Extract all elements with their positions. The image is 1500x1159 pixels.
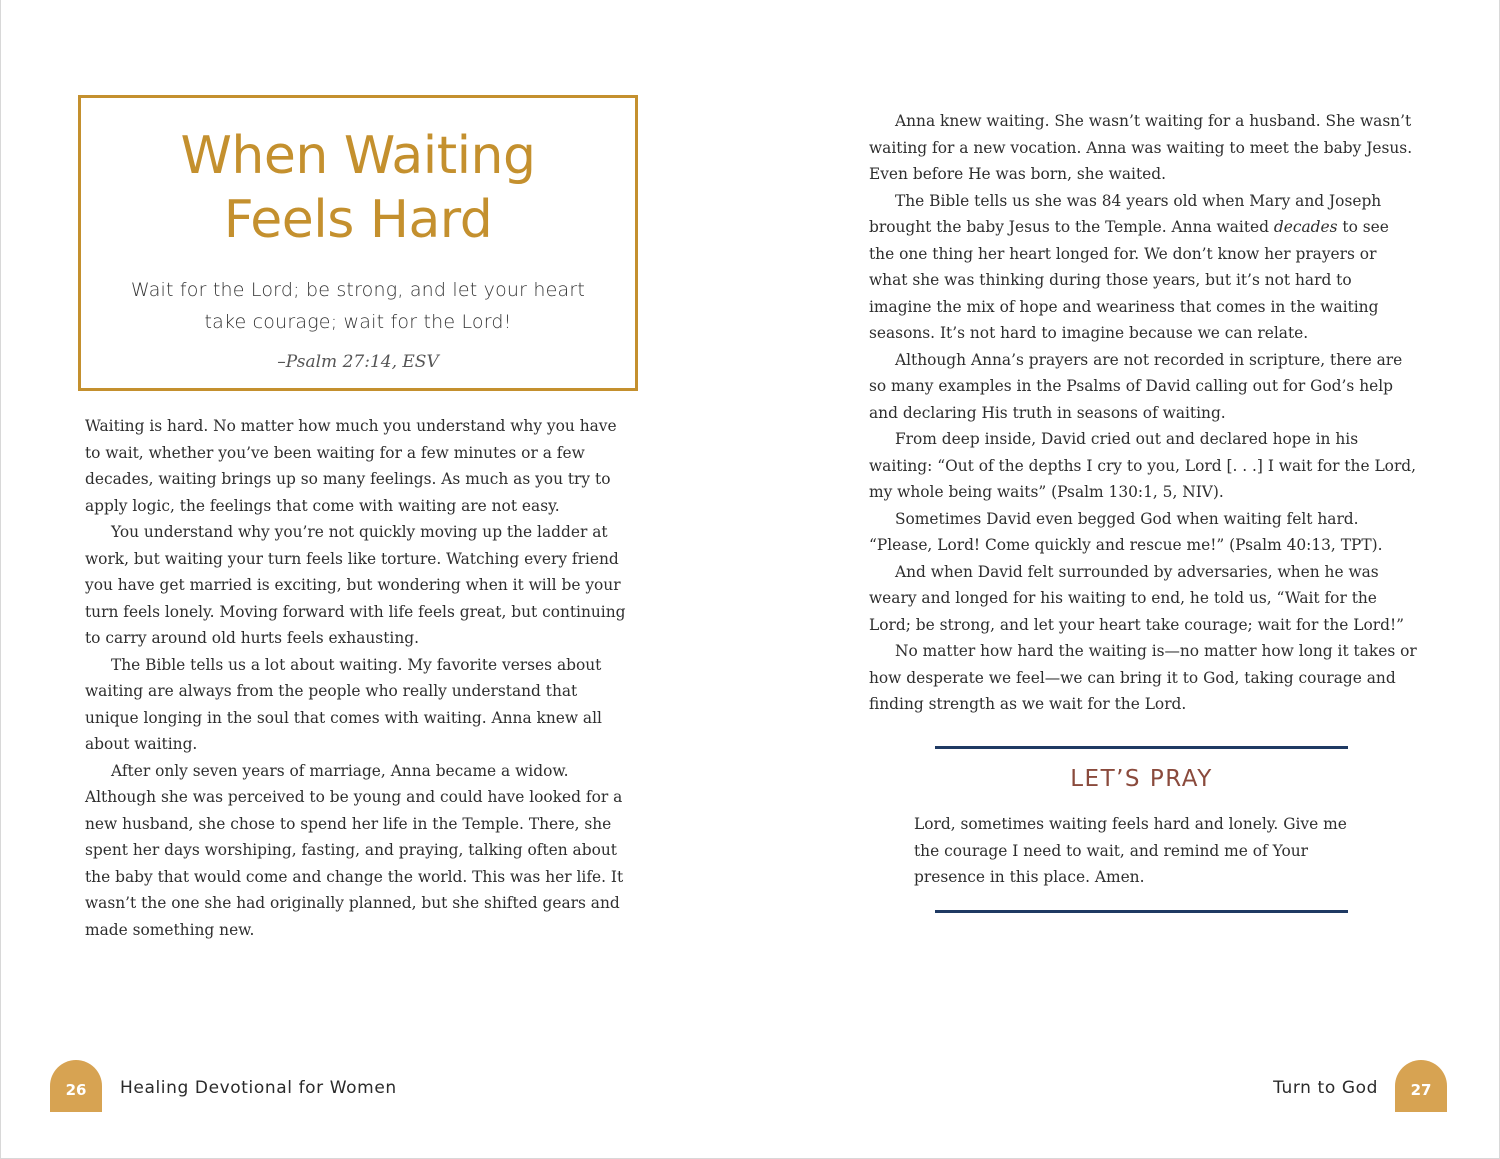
title-line-2: Feels Hard bbox=[223, 190, 493, 250]
left-body bbox=[85, 413, 633, 943]
epigraph-text: Wait for the Lord; be strong, and let your heart take courage; wait for the Lord! bbox=[130, 279, 586, 333]
divider-bottom bbox=[935, 910, 1348, 913]
paragraph: The Bible tells us she was 84 years old when Mary and Joseph brought the baby Jesus to the Temple. Anna waited decades to see the one thing her heart longed for. We don’t know her prayers or what she was thinking during those years, but it’s not hard to imagine the mix of hope and weariness that comes in the waiting seasons. It’s not hard to imagine because we can relate. bbox=[869, 191, 1389, 342]
page-number-tab-right bbox=[1395, 1060, 1447, 1112]
page-title bbox=[81, 124, 635, 252]
page-edge-left bbox=[0, 0, 1, 1159]
page-number: 27 bbox=[1410, 1081, 1432, 1099]
page-number: 26 bbox=[65, 1081, 87, 1099]
paragraph: Waiting is hard. No matter how much you understand why you have to wait, whether you’ve been waiting for a few minutes or a few decades, waiting brings up so many feelings. As much as you try to apply logic, the feelings that come with waiting are not easy. bbox=[85, 417, 617, 515]
paragraph: Although Anna’s prayers are not recorded in scripture, there are so many examples in the Psalms of David calling out for God’s help and declaring His truth in seasons of waiting. bbox=[869, 350, 1403, 422]
title-line-1: When Waiting bbox=[180, 126, 536, 186]
paragraph: From deep inside, David cried out and declared hope in his waiting: “Out of the depths I cry to you, Lord [. . .] I wait for the Lord, my whole being waits” (Psalm 130:1, 5, NIV). bbox=[869, 430, 1417, 501]
paragraph: The Bible tells us a lot about waiting. My favorite verses about waiting are always from the people who really understand that unique longing in the soul that comes with waiting. Anna knew all about waiting. bbox=[85, 655, 602, 753]
paragraph: After only seven years of marriage, Anna became a widow. Although she was perceived to be young and could have looked for a new husband, she chose to spend her life in the Temple. There, she spent her days worshiping, fasting, and praying, talking often about the baby that would come and change the world. This was her life. It wasn’t the one she had originally planned, but she shifted gears and made something new. bbox=[85, 761, 624, 939]
running-head-right: Turn to God bbox=[1273, 1078, 1378, 1098]
epigraph-source: –Psalm 27:14, ESV bbox=[277, 352, 439, 372]
paragraph: And when David felt surrounded by adversaries, when he was weary and longed for his waiting to end, he told us, “Wait for the Lord; be strong, and let your heart take courage; wait for the Lord!” bbox=[869, 562, 1405, 634]
running-head-left: Healing Devotional for Women bbox=[120, 1078, 397, 1098]
divider-top bbox=[935, 746, 1348, 749]
right-body bbox=[869, 108, 1417, 718]
paragraph: Anna knew waiting. She wasn’t waiting for a husband. She wasn’t waiting for a new vocation. Anna was waiting to meet the baby Jesus. Even before He was born, she waited. bbox=[869, 112, 1413, 183]
paragraph: You understand why you’re not quickly moving up the ladder at work, but waiting your turn feels like torture. Watching every friend you have get married is exciting, but wondering when it will be your turn feels lonely. Moving forward with life feels great, but continuing to carry around old hurts feels exhausting. bbox=[85, 523, 626, 647]
paragraph: Sometimes David even begged God when waiting felt hard. “Please, Lord! Come quickly and rescue me!” (Psalm 40:13, TPT). bbox=[869, 509, 1383, 554]
title-box bbox=[78, 95, 638, 391]
prayer-text: Lord, sometimes waiting feels hard and lonely. Give me the courage I need to wait, and remind me of Your presence in this place. Amen. bbox=[914, 815, 1347, 886]
page-number-tab-left bbox=[50, 1060, 102, 1112]
prayer-heading: LET’S PRAY bbox=[1070, 766, 1213, 792]
paragraph: No matter how hard the waiting is—no matter how long it takes or how desperate we feel—we can bring it to God, taking courage and finding strength as we wait for the Lord. bbox=[869, 642, 1417, 713]
